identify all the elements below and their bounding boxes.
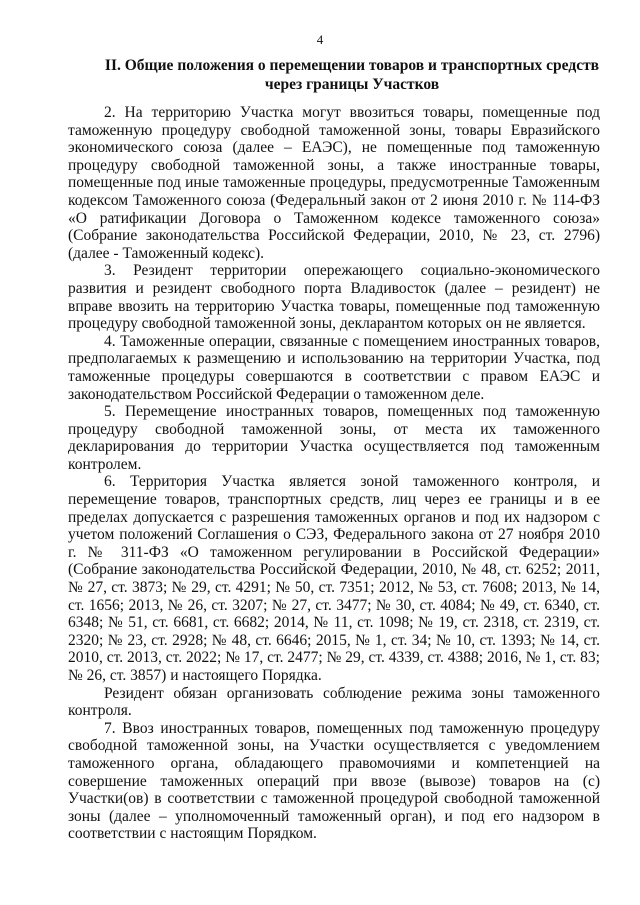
document-body: [68, 104, 600, 843]
paragraph-6-resident-obligation: Резидент обязан организовать соблюдение режима зоны таможенного контроля.: [68, 684, 600, 720]
page-number: 4: [316, 32, 324, 47]
paragraph-7: 7. Ввоз иностранных товаров, помещенных под таможенную процедуру свободной таможенной зоны, на Участки осуществляется с уведомлением таможенного органа, обладающего правомочиями и компетенцией на совершение таможенных операций при ввозе (вывозе) товаров на (с) Участки(ов) в соответствии с таможенной процедурой свободной таможенной зоны (далее – уполномоченный таможенный орган), и под его надзором в соответствии с настоящим Порядком.: [68, 719, 600, 843]
section-heading-line-1: II. Общие положения о перемещении товаров и транспортных средств: [104, 57, 600, 74]
paragraph-4: 4. Таможенные операции, связанные с помещением иностранных товаров, предполагаемых к размещению и использованию на территории Участка, под таможенные процедуры совершаются в соответствии с правом ЕАЭС и законодательством Российской Федерации о таможенном деле.: [68, 332, 600, 403]
paragraph-3: 3. Резидент территории опережающего социально-экономического развития и резидент свободного порта Владивосток (далее – резидент) не вправе ввозить на территорию Участка товары, помещенные под таможенную процедуру свободной таможенной зоны, декларантом которых он не является.: [68, 262, 600, 333]
section-heading: [92, 57, 612, 94]
paragraph-5: 5. Перемещение иностранных товаров, помещенных под таможенную процедуру свободной таможенной зоны, от места их таможенного декларирования до территории Участка осуществляется под таможенным контролем.: [68, 403, 600, 473]
paragraph-2: 2. На территорию Участка могут ввозиться товары, помещенные под таможенную процедуру свободной таможенной зоны, товары Евразийского экономического союза (далее – ЕАЭС), не помещенные под таможенную процедуру свободной таможенной зоны, а также иностранные товары, помещенные под иные таможенные процедуры, предусмотренные Таможенным кодексом Таможенного союза (Федеральный закон от 2 июня 2010 г. № 114-ФЗ «О ратификации Договора о Таможенном кодексе таможенного союза» (Собрание законодательства Российской Федерации, 2010, № 23, ст. 2796) (далее - Таможенный кодекс).: [68, 104, 600, 262]
section-heading-line-2: через границы Участков: [264, 75, 440, 93]
paragraph-6: 6. Территория Участка является зоной таможенного контроля, и перемещение товаров, транспортных средств, лиц через ее границы и в ее пределах допускается с разрешения таможенных органов и под их надзором с учетом положений Соглашения о СЭЗ, Федерального закона от 27 ноября 2010 г. № 311-ФЗ «О таможенном регулировании в Российской Федерации» (Собрание законодательства Российской Федерации, 2010, № 48, ст. 6252; 2011, № 27, ст. 3873; № 29, ст. 4291; № 50, ст. 7351; 2012, № 53, ст. 7608; 2013, № 14, ст. 1656; 2013, № 26, ст. 3207; № 27, ст. 3477; № 30, ст. 4084; № 49, ст. 6340, ст. 6348; № 51, ст. 6681, ст. 6682; 2014, № 11, ст. 1098; № 19, ст. 2318, ст. 2319, ст. 2320; № 23, ст. 2928; № 48, ст. 6646; 2015, № 1, ст. 34; № 10, ст. 1393; № 14, ст. 2010, ст. 2013, ст. 2022; № 17, ст. 2477; № 29, ст. 4339, ст. 4388; 2016, № 1, ст. 83; № 26, ст. 3857) и настоящего Порядка.: [68, 473, 600, 684]
